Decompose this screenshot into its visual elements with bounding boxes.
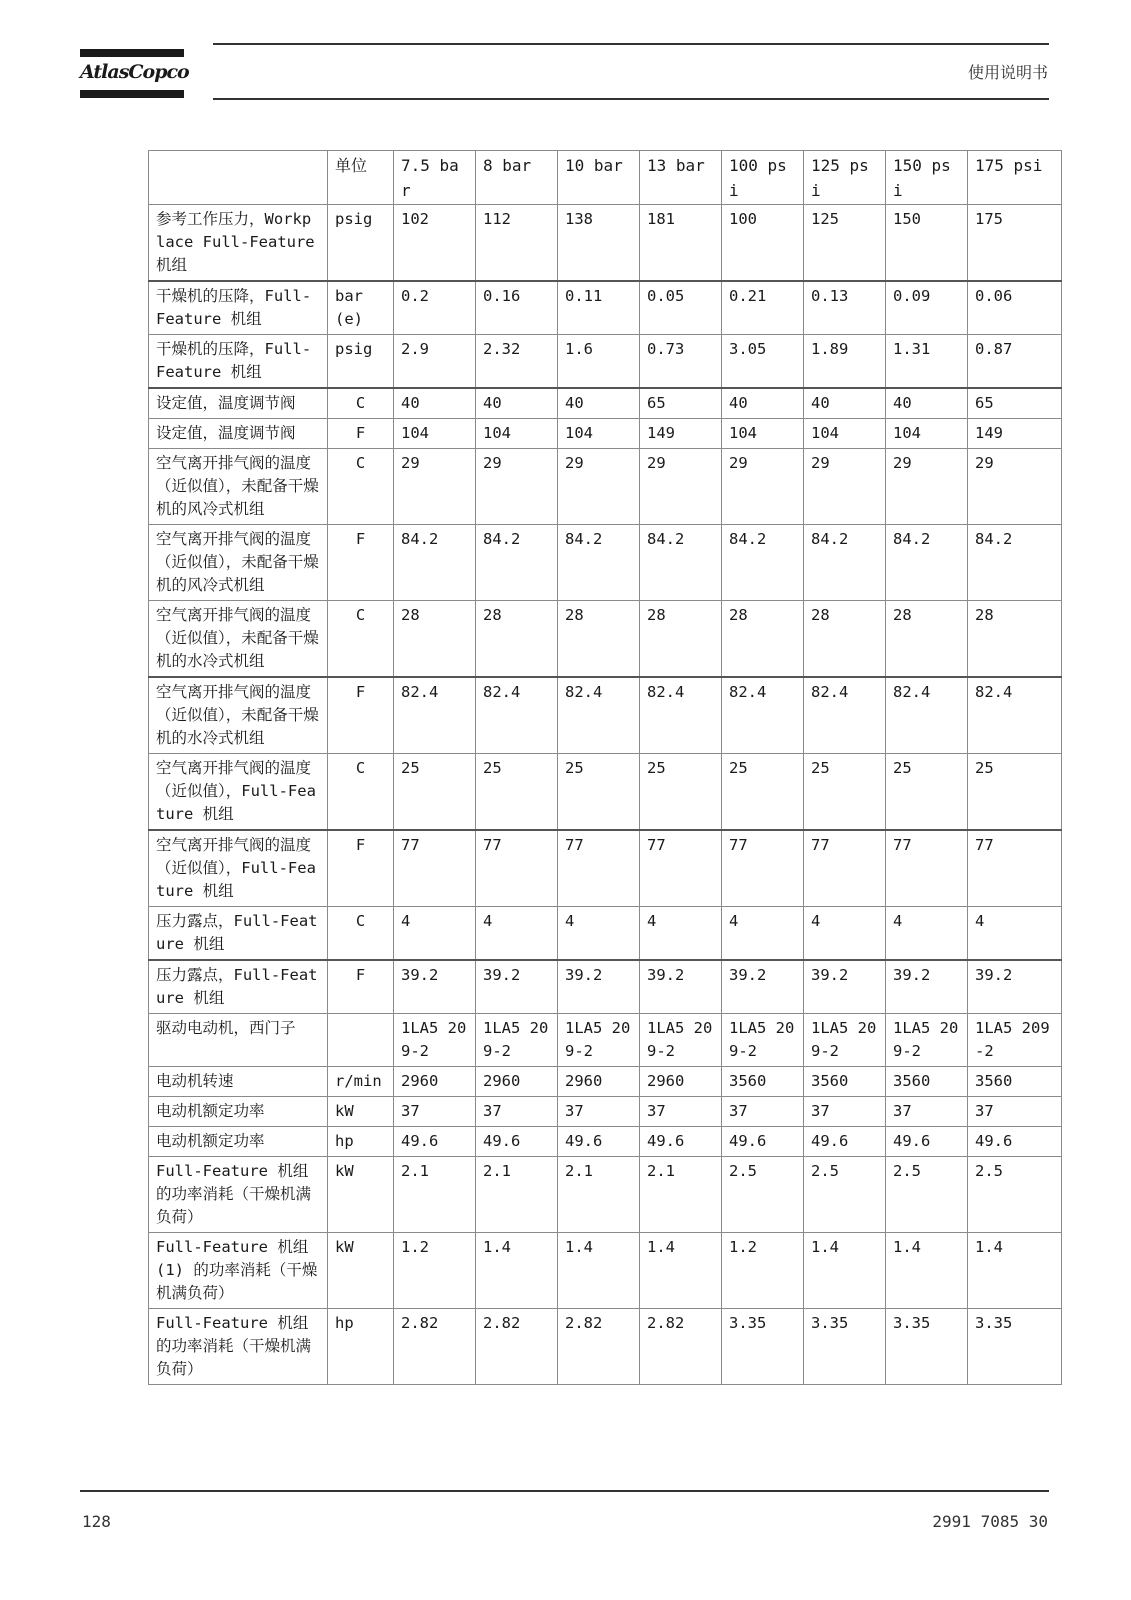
value-cell: 4 (394, 907, 476, 961)
row-unit: psig (328, 335, 394, 389)
value-cell: 100 (722, 205, 804, 282)
value-cell: 37 (394, 1097, 476, 1127)
value-cell: 37 (886, 1097, 968, 1127)
value-cell: 39.2 (886, 960, 968, 1014)
value-cell: 28 (476, 601, 558, 678)
value-cell: 49.6 (968, 1127, 1062, 1157)
header-rule-top (213, 43, 1049, 45)
value-cell: 1LA5 209-2 (968, 1014, 1062, 1067)
value-cell: 49.6 (476, 1127, 558, 1157)
column-header (149, 151, 328, 205)
value-cell: 2.1 (394, 1157, 476, 1233)
value-cell: 37 (804, 1097, 886, 1127)
row-label: 空气离开排气阀的温度（近似值），Full-Feature 机组 (149, 754, 328, 831)
table-row (149, 205, 1062, 282)
row-label: Full-Feature 机组(1) 的功率消耗（干燥机满负荷） (149, 1233, 328, 1309)
value-cell: 25 (394, 754, 476, 831)
value-cell: 77 (558, 830, 640, 907)
value-cell: 65 (968, 388, 1062, 419)
value-cell: 25 (640, 754, 722, 831)
row-unit: kW (328, 1097, 394, 1127)
value-cell: 29 (394, 449, 476, 525)
value-cell: 40 (886, 388, 968, 419)
value-cell: 39.2 (558, 960, 640, 1014)
value-cell: 1LA5 209-2 (886, 1014, 968, 1067)
value-cell: 1LA5 209-2 (640, 1014, 722, 1067)
value-cell: 84.2 (968, 525, 1062, 601)
value-cell: 1.2 (722, 1233, 804, 1309)
value-cell: 84.2 (804, 525, 886, 601)
value-cell: 2.5 (886, 1157, 968, 1233)
row-unit: hp (328, 1127, 394, 1157)
value-cell: 28 (640, 601, 722, 678)
value-cell: 149 (968, 419, 1062, 449)
value-cell: 39.2 (968, 960, 1062, 1014)
value-cell: 4 (558, 907, 640, 961)
value-cell: 149 (640, 419, 722, 449)
row-label: 空气离开排气阀的温度（近似值），Full-Feature 机组 (149, 830, 328, 907)
row-unit: r/min (328, 1067, 394, 1097)
value-cell: 1.31 (886, 335, 968, 389)
value-cell: 1LA5 209-2 (558, 1014, 640, 1067)
value-cell: 104 (886, 419, 968, 449)
row-label: Full-Feature 机组的功率消耗（干燥机满负荷） (149, 1309, 328, 1385)
value-cell: 65 (640, 388, 722, 419)
value-cell: 1LA5 209-2 (394, 1014, 476, 1067)
table-row (149, 677, 1062, 754)
value-cell: 1.89 (804, 335, 886, 389)
value-cell: 2.9 (394, 335, 476, 389)
value-cell: 0.11 (558, 281, 640, 335)
row-unit: psig (328, 205, 394, 282)
row-unit: kW (328, 1233, 394, 1309)
row-label: 空气离开排气阀的温度（近似值），未配备干燥机的风冷式机组 (149, 525, 328, 601)
value-cell: 2.82 (558, 1309, 640, 1385)
row-unit: F (328, 830, 394, 907)
value-cell: 4 (640, 907, 722, 961)
table-row (149, 1014, 1062, 1067)
column-header: 8 bar (476, 151, 558, 205)
value-cell: 28 (722, 601, 804, 678)
table-row (149, 960, 1062, 1014)
row-label: 干燥机的压降，Full-Feature 机组 (149, 281, 328, 335)
value-cell: 3.35 (886, 1309, 968, 1385)
row-unit: hp (328, 1309, 394, 1385)
row-unit: bar(e) (328, 281, 394, 335)
row-unit: F (328, 677, 394, 754)
value-cell: 138 (558, 205, 640, 282)
value-cell: 175 (968, 205, 1062, 282)
table-row (149, 1233, 1062, 1309)
value-cell: 104 (476, 419, 558, 449)
value-cell: 1LA5 209-2 (476, 1014, 558, 1067)
value-cell: 25 (476, 754, 558, 831)
value-cell: 3560 (804, 1067, 886, 1097)
value-cell: 49.6 (394, 1127, 476, 1157)
table-header-row (149, 151, 1062, 205)
row-label: 电动机转速 (149, 1067, 328, 1097)
value-cell: 37 (558, 1097, 640, 1127)
table-row (149, 335, 1062, 389)
value-cell: 2960 (394, 1067, 476, 1097)
value-cell: 29 (968, 449, 1062, 525)
value-cell: 0.87 (968, 335, 1062, 389)
table-row (149, 525, 1062, 601)
column-header: 单位 (328, 151, 394, 205)
value-cell: 84.2 (886, 525, 968, 601)
value-cell: 104 (394, 419, 476, 449)
value-cell: 29 (886, 449, 968, 525)
value-cell: 3560 (722, 1067, 804, 1097)
value-cell: 39.2 (640, 960, 722, 1014)
doc-title: 使用说明书 (967, 63, 1048, 82)
value-cell: 1.4 (886, 1233, 968, 1309)
value-cell: 84.2 (394, 525, 476, 601)
value-cell: 2.5 (722, 1157, 804, 1233)
row-unit: C (328, 754, 394, 831)
value-cell: 84.2 (640, 525, 722, 601)
value-cell: 49.6 (640, 1127, 722, 1157)
row-label: 干燥机的压降，Full-Feature 机组 (149, 335, 328, 389)
value-cell: 84.2 (476, 525, 558, 601)
column-header: 150 psi (886, 151, 968, 205)
value-cell: 25 (558, 754, 640, 831)
value-cell: 77 (394, 830, 476, 907)
value-cell: 40 (476, 388, 558, 419)
value-cell: 3.35 (722, 1309, 804, 1385)
row-unit: F (328, 419, 394, 449)
row-label: 设定值，温度调节阀 (149, 419, 328, 449)
table-row (149, 1157, 1062, 1233)
logo-bar-top (80, 49, 184, 57)
value-cell: 28 (394, 601, 476, 678)
spec-table (148, 150, 1062, 1385)
value-cell: 0.21 (722, 281, 804, 335)
value-cell: 0.2 (394, 281, 476, 335)
value-cell: 2.82 (476, 1309, 558, 1385)
table-row (149, 449, 1062, 525)
value-cell: 29 (558, 449, 640, 525)
row-unit (328, 1014, 394, 1067)
value-cell: 3560 (886, 1067, 968, 1097)
page-number: 128 (82, 1512, 111, 1531)
logo-bar-bottom (80, 90, 184, 98)
column-header: 175 psi (968, 151, 1062, 205)
value-cell: 1.2 (394, 1233, 476, 1309)
value-cell: 150 (886, 205, 968, 282)
value-cell: 84.2 (722, 525, 804, 601)
value-cell: 4 (476, 907, 558, 961)
table-row (149, 1309, 1062, 1385)
value-cell: 1.4 (558, 1233, 640, 1309)
row-label: 驱动电动机，西门子 (149, 1014, 328, 1067)
logo-text: AtlasCopco (80, 61, 189, 83)
value-cell: 77 (968, 830, 1062, 907)
row-label: 参考工作压力，Workplace Full-Feature 机组 (149, 205, 328, 282)
table-row (149, 388, 1062, 419)
value-cell: 1LA5 209-2 (722, 1014, 804, 1067)
value-cell: 1.4 (968, 1233, 1062, 1309)
table-row (149, 830, 1062, 907)
row-unit: C (328, 601, 394, 678)
value-cell: 3.05 (722, 335, 804, 389)
value-cell: 0.06 (968, 281, 1062, 335)
value-cell: 2.5 (968, 1157, 1062, 1233)
row-label: Full-Feature 机组的功率消耗（干燥机满负荷） (149, 1157, 328, 1233)
value-cell: 37 (476, 1097, 558, 1127)
value-cell: 25 (804, 754, 886, 831)
value-cell: 25 (722, 754, 804, 831)
value-cell: 28 (558, 601, 640, 678)
table-row (149, 1097, 1062, 1127)
value-cell: 82.4 (886, 677, 968, 754)
table-row (149, 601, 1062, 678)
row-unit: F (328, 525, 394, 601)
value-cell: 39.2 (394, 960, 476, 1014)
column-header: 100 psi (722, 151, 804, 205)
value-cell: 40 (558, 388, 640, 419)
value-cell: 77 (804, 830, 886, 907)
value-cell: 112 (476, 205, 558, 282)
row-label: 电动机额定功率 (149, 1097, 328, 1127)
value-cell: 82.4 (640, 677, 722, 754)
value-cell: 37 (722, 1097, 804, 1127)
table-row (149, 1067, 1062, 1097)
value-cell: 4 (968, 907, 1062, 961)
value-cell: 3560 (968, 1067, 1062, 1097)
value-cell: 49.6 (558, 1127, 640, 1157)
value-cell: 28 (886, 601, 968, 678)
value-cell: 125 (804, 205, 886, 282)
value-cell: 4 (722, 907, 804, 961)
value-cell: 25 (886, 754, 968, 831)
value-cell: 28 (968, 601, 1062, 678)
document-number: 2991 7085 30 (932, 1512, 1048, 1531)
column-header: 7.5 bar (394, 151, 476, 205)
value-cell: 25 (968, 754, 1062, 831)
row-unit: F (328, 960, 394, 1014)
value-cell: 104 (804, 419, 886, 449)
footer-rule (80, 1490, 1049, 1492)
value-cell: 49.6 (804, 1127, 886, 1157)
value-cell: 37 (640, 1097, 722, 1127)
value-cell: 2.1 (558, 1157, 640, 1233)
value-cell: 77 (476, 830, 558, 907)
value-cell: 1LA5 209-2 (804, 1014, 886, 1067)
value-cell: 3.35 (804, 1309, 886, 1385)
value-cell: 82.4 (558, 677, 640, 754)
row-unit: C (328, 449, 394, 525)
table-row (149, 281, 1062, 335)
value-cell: 2.82 (394, 1309, 476, 1385)
value-cell: 29 (476, 449, 558, 525)
value-cell: 82.4 (804, 677, 886, 754)
value-cell: 2.5 (804, 1157, 886, 1233)
value-cell: 77 (886, 830, 968, 907)
value-cell: 4 (886, 907, 968, 961)
row-unit: C (328, 388, 394, 419)
value-cell: 0.16 (476, 281, 558, 335)
value-cell: 84.2 (558, 525, 640, 601)
value-cell: 2.1 (476, 1157, 558, 1233)
value-cell: 29 (804, 449, 886, 525)
row-label: 压力露点，Full-Feature 机组 (149, 907, 328, 961)
table-row (149, 907, 1062, 961)
value-cell: 77 (640, 830, 722, 907)
row-unit: kW (328, 1157, 394, 1233)
value-cell: 82.4 (476, 677, 558, 754)
value-cell: 82.4 (394, 677, 476, 754)
value-cell: 1.4 (640, 1233, 722, 1309)
value-cell: 77 (722, 830, 804, 907)
value-cell: 40 (394, 388, 476, 419)
value-cell: 39.2 (804, 960, 886, 1014)
value-cell: 2960 (558, 1067, 640, 1097)
value-cell: 2.32 (476, 335, 558, 389)
value-cell: 102 (394, 205, 476, 282)
value-cell: 40 (804, 388, 886, 419)
value-cell: 4 (804, 907, 886, 961)
row-label: 设定值，温度调节阀 (149, 388, 328, 419)
value-cell: 104 (558, 419, 640, 449)
column-header: 125 psi (804, 151, 886, 205)
value-cell: 2960 (476, 1067, 558, 1097)
row-label: 空气离开排气阀的温度（近似值），未配备干燥机的水冷式机组 (149, 601, 328, 678)
value-cell: 0.09 (886, 281, 968, 335)
value-cell: 0.13 (804, 281, 886, 335)
value-cell: 37 (968, 1097, 1062, 1127)
value-cell: 40 (722, 388, 804, 419)
row-label: 压力露点，Full-Feature 机组 (149, 960, 328, 1014)
row-unit: C (328, 907, 394, 961)
value-cell: 29 (722, 449, 804, 525)
column-header: 13 bar (640, 151, 722, 205)
row-label: 电动机额定功率 (149, 1127, 328, 1157)
value-cell: 2960 (640, 1067, 722, 1097)
value-cell: 39.2 (476, 960, 558, 1014)
row-label: 空气离开排气阀的温度（近似值），未配备干燥机的水冷式机组 (149, 677, 328, 754)
value-cell: 82.4 (968, 677, 1062, 754)
column-header: 10 bar (558, 151, 640, 205)
value-cell: 49.6 (722, 1127, 804, 1157)
value-cell: 2.1 (640, 1157, 722, 1233)
table-row (149, 1127, 1062, 1157)
value-cell: 181 (640, 205, 722, 282)
table-row (149, 754, 1062, 831)
value-cell: 1.6 (558, 335, 640, 389)
value-cell: 49.6 (886, 1127, 968, 1157)
value-cell: 104 (722, 419, 804, 449)
atlas-copco-logo (80, 46, 189, 98)
value-cell: 82.4 (722, 677, 804, 754)
value-cell: 39.2 (722, 960, 804, 1014)
header-rule-bottom (213, 98, 1049, 100)
value-cell: 0.05 (640, 281, 722, 335)
value-cell: 2.82 (640, 1309, 722, 1385)
value-cell: 29 (640, 449, 722, 525)
table-row (149, 419, 1062, 449)
value-cell: 1.4 (476, 1233, 558, 1309)
value-cell: 0.73 (640, 335, 722, 389)
value-cell: 28 (804, 601, 886, 678)
value-cell: 1.4 (804, 1233, 886, 1309)
value-cell: 3.35 (968, 1309, 1062, 1385)
row-label: 空气离开排气阀的温度（近似值），未配备干燥机的风冷式机组 (149, 449, 328, 525)
